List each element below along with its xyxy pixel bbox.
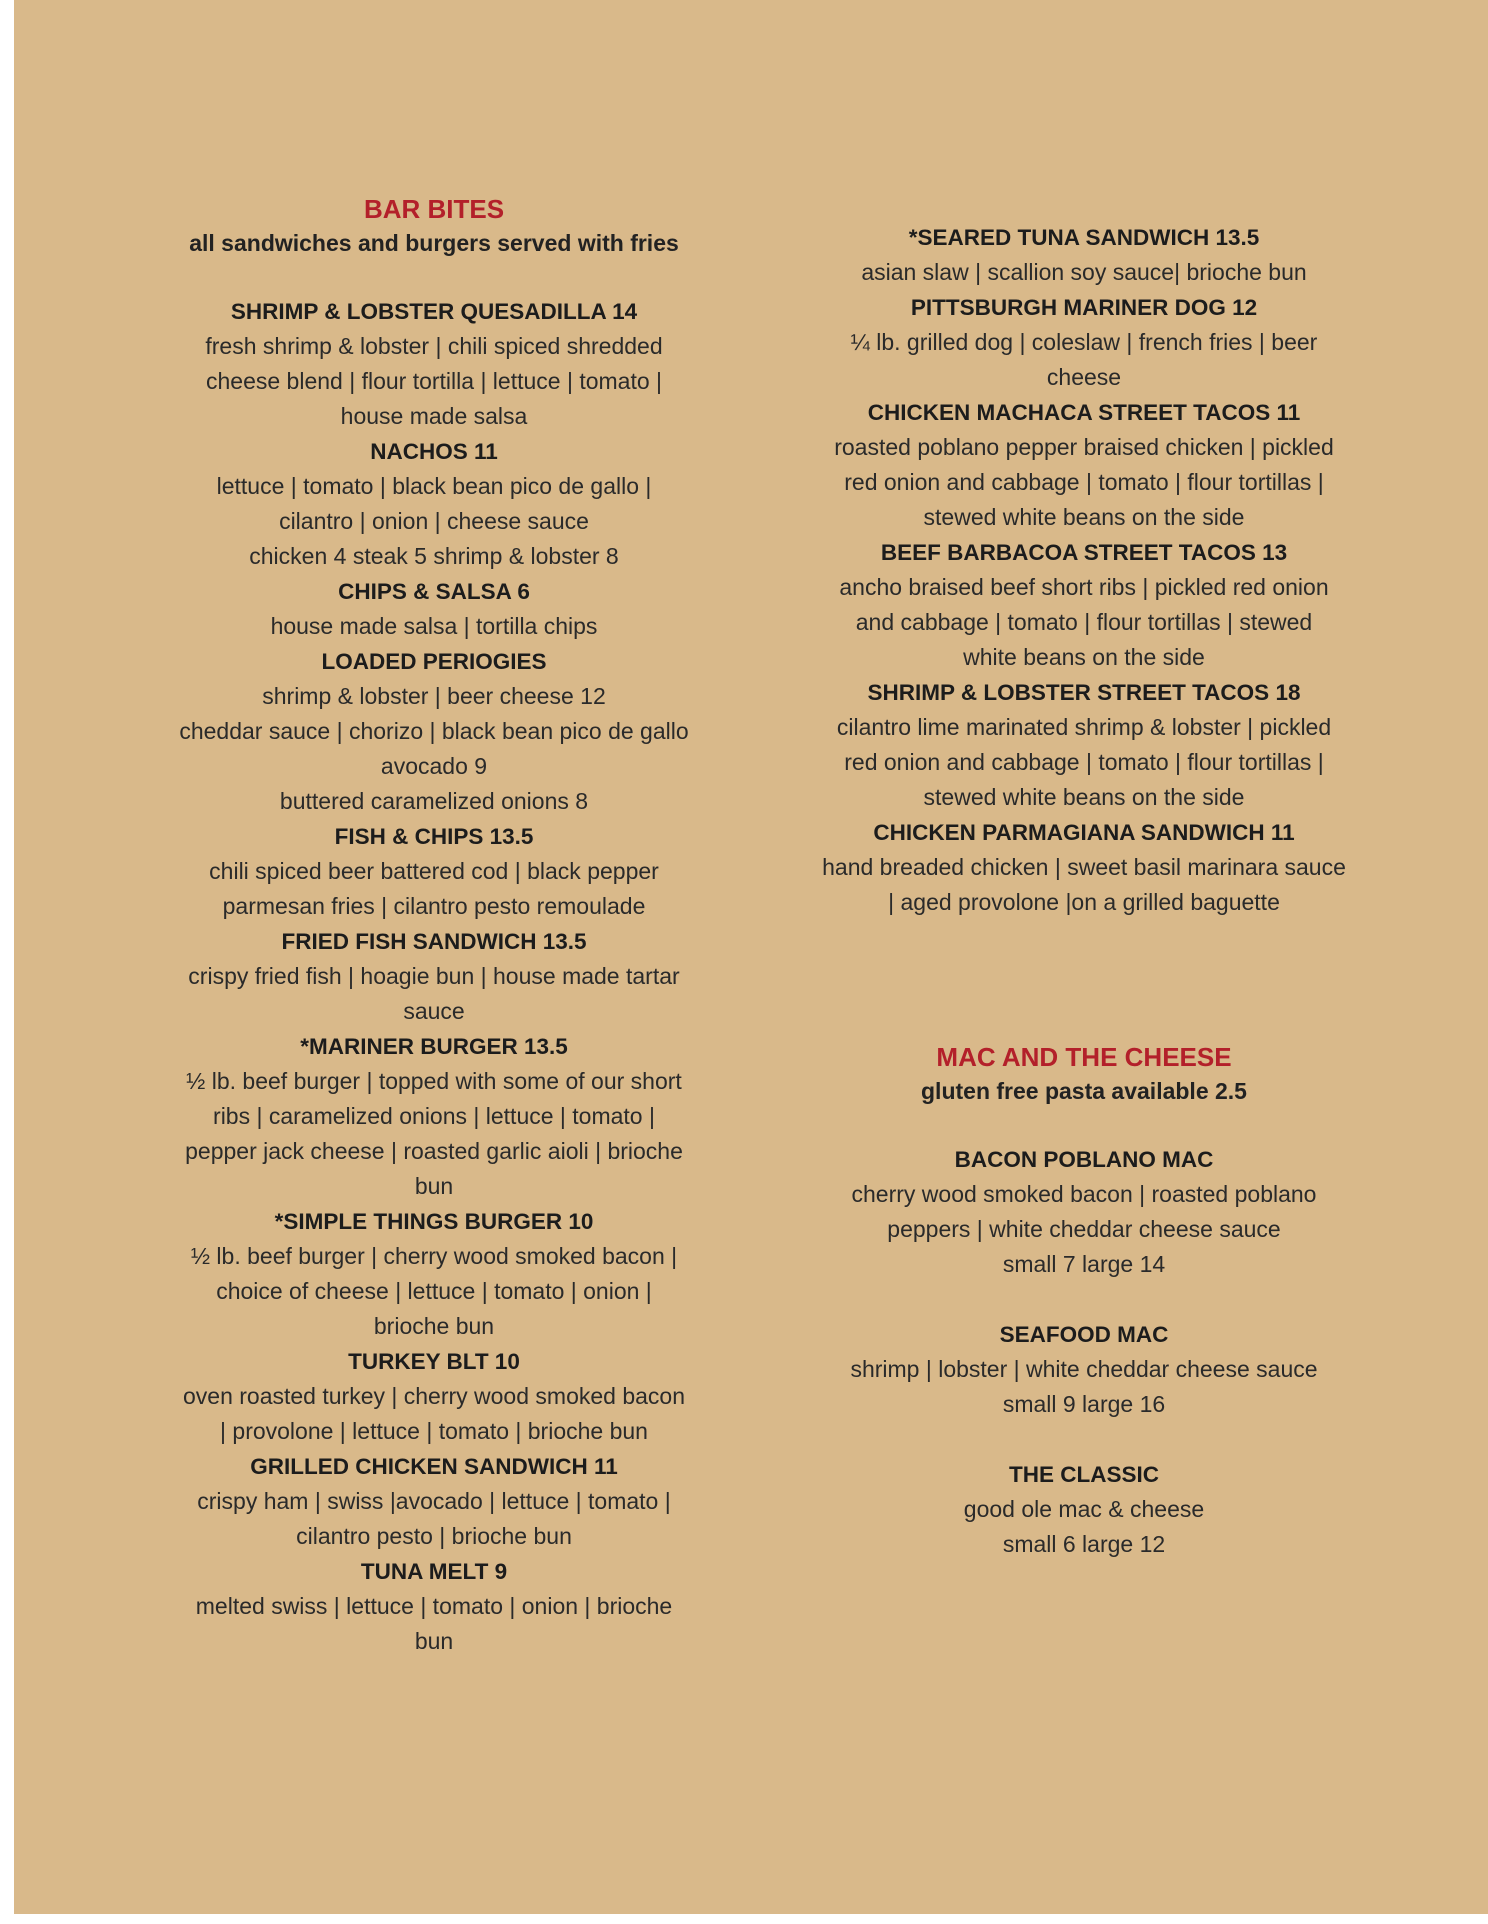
menu-item-name: CHIPS & SALSA 6 bbox=[338, 579, 530, 604]
menu-item bbox=[774, 220, 1394, 290]
menu-item-name: BACON POBLANO MAC bbox=[954, 1147, 1214, 1172]
menu-item-description: ¼ lb. grilled dog | coleslaw | french fries | beer bbox=[850, 329, 1318, 355]
bar-bites-list bbox=[134, 294, 734, 1659]
menu-item-name: CHICKEN PARMAGIANA SANDWICH 11 bbox=[873, 820, 1295, 845]
menu-item-name: SHRIMP & LOBSTER STREET TACOS 18 bbox=[867, 680, 1301, 705]
menu-item-description: bun bbox=[414, 1173, 454, 1199]
menu-item bbox=[134, 1344, 734, 1449]
menu-item-description: cilantro lime marinated shrimp & lobster | pickled bbox=[836, 714, 1332, 740]
menu-item bbox=[134, 574, 734, 644]
right-items-list bbox=[774, 220, 1394, 920]
menu-item-description: house made salsa bbox=[340, 403, 528, 429]
menu-item-description: roasted poblano pepper braised chicken | pickled bbox=[834, 434, 1334, 460]
menu-item-description: good ole mac & cheese bbox=[963, 1496, 1205, 1522]
menu-item bbox=[134, 819, 734, 924]
menu-item-description: cheese blend | flour tortilla | lettuce | tomato | bbox=[205, 368, 663, 394]
menu-item bbox=[134, 1204, 734, 1344]
mac-title: MAC AND THE CHEESE bbox=[936, 1042, 1232, 1072]
menu-item-description: cherry wood smoked bacon | roasted poblano bbox=[851, 1181, 1317, 1207]
menu-item-description: chili spiced beer battered cod | black pepper bbox=[209, 858, 659, 884]
menu-item-description: buttered caramelized onions 8 bbox=[279, 788, 589, 814]
menu-item bbox=[774, 675, 1394, 815]
bar-bites-title: BAR BITES bbox=[363, 194, 505, 224]
menu-item-description: | provolone | lettuce | tomato | brioche bun bbox=[220, 1418, 648, 1444]
menu-item bbox=[134, 434, 734, 574]
menu-item-description: brioche bun bbox=[373, 1313, 495, 1339]
mac-subtitle: gluten free pasta available 2.5 bbox=[921, 1078, 1247, 1104]
menu-item-description: house made salsa | tortilla chips bbox=[270, 613, 598, 639]
menu-item-name: THE CLASSIC bbox=[1008, 1462, 1159, 1487]
menu-item-name: TURKEY BLT 10 bbox=[348, 1349, 520, 1374]
menu-item-description: shrimp | lobster | white cheddar cheese sauce bbox=[850, 1356, 1318, 1382]
menu-item bbox=[134, 294, 734, 434]
menu-item-name: TUNA MELT 9 bbox=[360, 1559, 508, 1584]
menu-item-description: red onion and cabbage | tomato | flour tortillas | bbox=[844, 749, 1324, 775]
menu-item bbox=[134, 1554, 734, 1659]
spacer bbox=[774, 1422, 1394, 1457]
bar-bites-subtitle: all sandwiches and burgers served with fries bbox=[189, 230, 679, 256]
menu-item-name: LOADED PERIOGIES bbox=[321, 649, 547, 674]
menu-item-name: *SEARED TUNA SANDWICH 13.5 bbox=[908, 225, 1260, 250]
menu-item-description: avocado 9 bbox=[380, 753, 488, 779]
menu-item-description: peppers | white cheddar cheese sauce bbox=[887, 1216, 1281, 1242]
menu-item-description: ½ lb. beef burger | topped with some of our short bbox=[186, 1068, 682, 1094]
menu-item bbox=[774, 395, 1394, 535]
menu-item-description: red onion and cabbage | tomato | flour tortillas | bbox=[844, 469, 1324, 495]
menu-item-description: crispy fried fish | hoagie bun | house made tartar bbox=[188, 963, 680, 989]
menu-item-description: lettuce | tomato | black bean pico de gallo | bbox=[216, 473, 652, 499]
menu-item-description: stewed white beans on the side bbox=[923, 504, 1245, 530]
menu-item-name: *MARINER BURGER 13.5 bbox=[300, 1034, 568, 1059]
menu-item bbox=[134, 644, 734, 819]
menu-page bbox=[14, 0, 1488, 1914]
menu-item-description: pepper jack cheese | roasted garlic aioli | brioche bbox=[185, 1138, 683, 1164]
menu-item-name: BEEF BARBACOA STREET TACOS 13 bbox=[880, 540, 1288, 565]
menu-item-description: ribs | caramelized onions | lettuce | tomato | bbox=[213, 1103, 655, 1129]
menu-item-description: crispy ham | swiss |avocado | lettuce | tomato | bbox=[197, 1488, 671, 1514]
menu-item-description: parmesan fries | cilantro pesto remoulade bbox=[222, 893, 646, 919]
menu-item bbox=[774, 290, 1394, 395]
menu-item-description: ancho braised beef short ribs | pickled red onion bbox=[839, 574, 1329, 600]
menu-item-description: fresh shrimp & lobster | chili spiced shredded bbox=[205, 333, 663, 359]
menu-item-description: cilantro pesto | brioche bun bbox=[296, 1523, 572, 1549]
menu-item bbox=[134, 1449, 734, 1554]
menu-item bbox=[134, 924, 734, 1029]
menu-item-description: ½ lb. beef burger | cherry wood smoked bacon | bbox=[190, 1243, 678, 1269]
menu-item-description: chicken 4 steak 5 shrimp & lobster 8 bbox=[249, 543, 619, 569]
menu-item-description: cheese bbox=[1046, 364, 1122, 390]
menu-item bbox=[774, 1142, 1394, 1282]
menu-item bbox=[774, 815, 1394, 920]
menu-item-description: small 7 large 14 bbox=[1002, 1251, 1166, 1277]
menu-item-description: small 6 large 12 bbox=[1002, 1531, 1166, 1557]
menu-item-name: FRIED FISH SANDWICH 13.5 bbox=[281, 929, 587, 954]
menu-item bbox=[134, 1029, 734, 1204]
mac-column bbox=[774, 1040, 1394, 1562]
menu-item-description: | aged provolone |on a grilled baguette bbox=[888, 889, 1280, 915]
menu-item-description: cheddar sauce | chorizo | black bean pico de gallo bbox=[179, 718, 689, 744]
menu-item-description: sauce bbox=[403, 998, 465, 1024]
menu-item-name: FISH & CHIPS 13.5 bbox=[334, 824, 534, 849]
menu-item bbox=[774, 1317, 1394, 1422]
menu-item-description: bun bbox=[414, 1628, 454, 1654]
menu-item-description: cilantro | onion | cheese sauce bbox=[279, 508, 589, 534]
spacer bbox=[774, 1282, 1394, 1317]
menu-item-name: GRILLED CHICKEN SANDWICH 11 bbox=[250, 1454, 618, 1479]
menu-item-description: melted swiss | lettuce | tomato | onion | brioche bbox=[195, 1593, 673, 1619]
bar-bites-column bbox=[134, 192, 734, 1659]
right-column bbox=[774, 220, 1394, 920]
menu-item-description: choice of cheese | lettuce | tomato | onion | bbox=[216, 1278, 652, 1304]
menu-item-description: stewed white beans on the side bbox=[923, 784, 1245, 810]
menu-item-name: SHRIMP & LOBSTER QUESADILLA 14 bbox=[230, 299, 638, 324]
menu-item bbox=[774, 535, 1394, 675]
menu-item-name: CHICKEN MACHACA STREET TACOS 11 bbox=[867, 400, 1301, 425]
menu-item-description: shrimp & lobster | beer cheese 12 bbox=[262, 683, 606, 709]
menu-item-name: SEAFOOD MAC bbox=[999, 1322, 1169, 1347]
menu-item-description: small 9 large 16 bbox=[1002, 1391, 1166, 1417]
menu-item-name: PITTSBURGH MARINER DOG 12 bbox=[910, 295, 1258, 320]
menu-item-description: and cabbage | tomato | flour tortillas | stewed bbox=[855, 609, 1313, 635]
menu-item bbox=[774, 1457, 1394, 1562]
menu-item-description: oven roasted turkey | cherry wood smoked bacon bbox=[182, 1383, 685, 1409]
menu-item-description: hand breaded chicken | sweet basil marinara sauce bbox=[822, 854, 1346, 880]
menu-item-description: white beans on the side bbox=[963, 644, 1205, 670]
menu-item-name: *SIMPLE THINGS BURGER 10 bbox=[274, 1209, 594, 1234]
menu-item-description: asian slaw | scallion soy sauce| brioche bun bbox=[861, 259, 1307, 285]
menu-item-name: NACHOS 11 bbox=[370, 439, 498, 464]
mac-list bbox=[774, 1142, 1394, 1562]
